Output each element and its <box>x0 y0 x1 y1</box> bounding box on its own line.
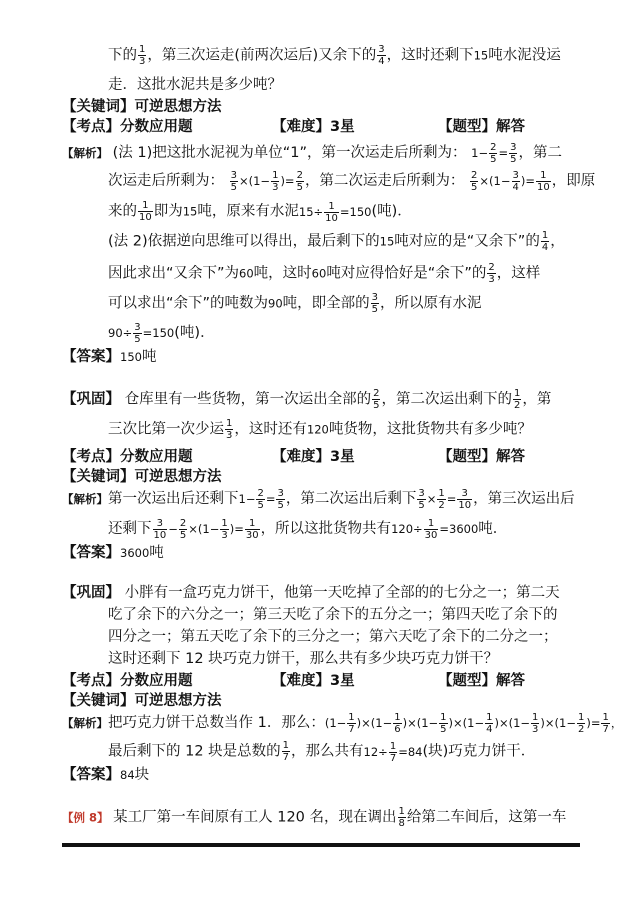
value-120: 120 <box>306 422 329 437</box>
math-expr: 15÷ $\frac{1}{10}$ =150 <box>298 200 372 224</box>
text: ，第二次运走后所剩为： <box>304 173 465 189</box>
ex4-line1 <box>62 806 640 829</box>
gonggu-tag: 【巩固】 <box>62 585 120 601</box>
ex1-nandu: 【难度】3星 <box>272 119 355 135</box>
jiexi-tag: 【解析】 <box>62 716 108 730</box>
text: ，所以这批货物共有 <box>260 521 392 537</box>
text: 吨对应的是“又余下”的 <box>394 233 540 250</box>
ex3-jiexi-line2 <box>108 740 640 764</box>
text: ，这时还有 <box>234 421 307 438</box>
answer-unit: 吨 <box>149 545 164 561</box>
text: 因此求出“又余下”为 <box>108 265 240 282</box>
math-expr: 90÷ $\frac{3}{5}$ =150 <box>108 322 175 345</box>
ex2-jiexi-line1 <box>62 488 640 511</box>
fraction-1-3: $\frac{1}{3}$ <box>139 44 146 67</box>
text: ，第三次运出后 <box>473 491 575 507</box>
text: ，第三次运走(前两次运后)又余下的 <box>147 47 377 64</box>
answer-unit: 块 <box>134 767 150 783</box>
fraction-1-4: $\frac{1}{4}$ <box>541 230 549 253</box>
text: 吨货物，这批货物共有多少吨？ <box>328 421 532 438</box>
text: 最后剩下的 12 块是总数的 <box>108 743 281 760</box>
text: 还剩下 <box>108 521 152 537</box>
text: 给第二车间后，这第一车 <box>406 809 567 826</box>
answer-label: 【答案】 <box>62 349 120 365</box>
jiexi-tag: 【解析】 <box>62 146 108 160</box>
ex1-jiexi-line1 <box>62 142 640 165</box>
fraction-2-3: $\frac{2}{3}$ <box>488 262 495 285</box>
ex1-answer <box>62 346 640 368</box>
answer-label: 【答案】 <box>62 545 120 561</box>
text: 吨． <box>478 521 508 537</box>
answer-value: 84 <box>120 768 135 782</box>
ex1-keyword: 【关键词】可逆思想方法 <box>62 99 222 115</box>
gonggu-tag: 【巩固】 <box>62 391 120 408</box>
ex2-line1 <box>62 388 640 411</box>
text: 吨，原来有水泥 <box>197 203 299 220</box>
ex2-answer <box>62 542 640 564</box>
ex1-line1 <box>108 44 640 67</box>
math-expr: 1− $\frac{2}{5}$ = $\frac{3}{5}$ <box>471 142 517 165</box>
ex3-line3: 四分之一；第五天吃了余下的三分之一；第六天吃了余下的二分之一； <box>108 629 558 645</box>
math-expr: 12÷ $\frac{1}{7}$ =84 <box>363 740 423 764</box>
text: ，第二次运出后剩下 <box>285 491 417 507</box>
ex3-keyword: 【关键词】可逆思想方法 <box>62 693 222 709</box>
text: 吨对应得恰好是“余下”的 <box>326 265 487 282</box>
math-expr: $\frac{3}{5}$ × $\frac{1}{2}$ = $\frac{3}{10}$ <box>418 488 472 511</box>
ex3-jiexi-line1 <box>62 712 640 735</box>
ex1-method2-line4 <box>108 322 640 345</box>
jiexi-tag: 【解析】 <box>62 492 108 506</box>
fraction-1-3: $\frac{1}{3}$ <box>226 418 233 441</box>
fraction-1-8: $\frac{1}{8}$ <box>398 806 405 829</box>
text: 吨水泥没运 <box>488 47 561 64</box>
math-expr: $\frac{3}{10}$ − $\frac{2}{5}$ ×(1− $\frac{1}{3}$ )= $\frac{1}{30}$ <box>153 518 259 541</box>
ex1-method2-line3 <box>108 292 640 315</box>
text: 第一次运出后还剩下 <box>108 491 239 507</box>
ex3-nandu: 【难度】3星 <box>272 673 355 689</box>
ex2-jiexi-line2 <box>108 518 640 541</box>
ex2-kaodian: 【考点】分数应用题 <box>62 449 193 465</box>
ex3-kaodian: 【考点】分数应用题 <box>62 673 193 689</box>
value-60: 60 <box>239 266 254 281</box>
answer-value: 3600 <box>120 546 150 560</box>
value-15: 15 <box>182 204 198 219</box>
text: ，这样 <box>496 265 541 282</box>
text: 来的 <box>108 203 137 220</box>
ex2-tixing: 【题型】解答 <box>438 449 525 465</box>
fraction-2-5: $\frac{2}{5}$ <box>373 388 380 411</box>
ex1-jiexi-line3 <box>108 200 640 224</box>
example-tag: 【例 8】 <box>62 810 109 825</box>
ex1-method2-line1: (法 2)依据逆向思维可以得出，最后剩下的15吨对应的是“又余下”的 $\frac{1}{4}$ ， <box>108 230 565 253</box>
answer-value: 150 <box>120 350 142 364</box>
ex3-line2: 吃了余下的六分之一；第三天吃了余下的五分之一；第四天吃了余下的 <box>108 607 558 623</box>
ex1-jiexi-line2 <box>108 170 640 193</box>
math-expr: 120÷ $\frac{1}{30}$ =3600 <box>391 518 479 541</box>
text: 仓库里有一些货物，第一次运出全部的 <box>124 391 372 408</box>
text: (法 2)依据逆向思维可以得出，最后剩下的 <box>108 233 380 250</box>
answer-unit: 吨 <box>141 349 157 365</box>
ex3-line4: 这时还剩下 12 块巧克力饼干，那么共有多少块巧克力饼干？ <box>108 651 499 667</box>
ex2-line2 <box>108 418 640 441</box>
text: (块)巧克力饼干． <box>422 743 536 760</box>
text: 三次比第一次少运 <box>108 421 224 438</box>
text: 把巧克力饼干总数当作 1．那么： <box>108 715 325 731</box>
text: 下的 <box>108 47 137 64</box>
bottom-rule <box>62 843 580 847</box>
text: (吨)． <box>371 203 412 220</box>
text: 即为 <box>153 203 183 220</box>
text: ，那么共有 <box>291 743 364 760</box>
ex1-tixing: 【题型】解答 <box>438 119 525 135</box>
text: ，第二 <box>518 145 562 161</box>
fraction-1-10: $\frac{1}{10}$ <box>139 200 152 223</box>
fraction-3-5: $\frac{3}{5}$ <box>371 292 379 315</box>
text: 吨，这时 <box>253 265 312 282</box>
math-expr: $\frac{3}{5}$ ×(1− $\frac{1}{3}$ )= $\frac{2}{5}$ <box>230 170 303 193</box>
text: 吨，即全部的 <box>282 295 370 312</box>
ex2-keyword: 【关键词】可逆思想方法 <box>62 469 222 485</box>
text: ，第二次运出剩下的 <box>381 391 512 408</box>
text: ，这时还剩下 <box>386 47 474 64</box>
text: ，即原 <box>551 173 596 189</box>
ex3-tixing: 【题型】解答 <box>438 673 525 689</box>
text: (吨)． <box>174 325 215 341</box>
value-60: 60 <box>311 266 327 281</box>
text: ，所以原有水泥 <box>380 295 482 312</box>
fraction-1-7: $\frac{1}{7}$ <box>282 740 290 763</box>
ex3-answer <box>62 764 640 786</box>
text: 可以求出“余下”的吨数为 <box>108 295 269 312</box>
ex1-line2: 走．这批水泥共是多少吨？ <box>108 77 282 93</box>
value-15: 15 <box>379 234 395 249</box>
ex1-kaodian: 【考点】分数应用题 <box>62 119 193 135</box>
math-expr: $\frac{2}{5}$ ×(1− $\frac{3}{4}$ )= $\frac{1}{10}$ <box>471 170 550 193</box>
text: (法 1)把这批水泥视为单位“1”，第一次运走后所剩为： <box>112 145 467 161</box>
math-expr: 1− $\frac{2}{5}$ = $\frac{3}{5}$ <box>238 488 284 511</box>
fraction-3-4: $\frac{3}{4}$ <box>378 44 385 67</box>
ex3-line1 <box>62 582 640 604</box>
math-expr: (1− $\frac{1}{7}$ )×(1− $\frac{1}{6}$ )×(1− $\frac{1}{5}$ )×(1− $\frac{1}{4}$ )×(1− $\frac{1}{3}$ )×(1− $\frac{1}{2}$ )= $\frac{1}{7}$ ， <box>324 712 623 735</box>
text: 次运走后所剩为： <box>108 173 224 189</box>
text: 某工厂第一车间原有工人 120 名，现在调出 <box>113 809 397 826</box>
ex1-method2-line2 <box>108 262 640 285</box>
ex2-nandu: 【难度】3星 <box>272 449 355 465</box>
value-15: 15 <box>473 48 489 63</box>
text: 小胖有一盒巧克力饼干，他第一天吃掉了全部的的七分之一；第二天 <box>124 585 560 601</box>
answer-label: 【答案】 <box>62 767 120 783</box>
fraction-1-2: $\frac{1}{2}$ <box>513 388 521 411</box>
text: ，第 <box>522 391 552 408</box>
value-90: 90 <box>268 296 283 311</box>
